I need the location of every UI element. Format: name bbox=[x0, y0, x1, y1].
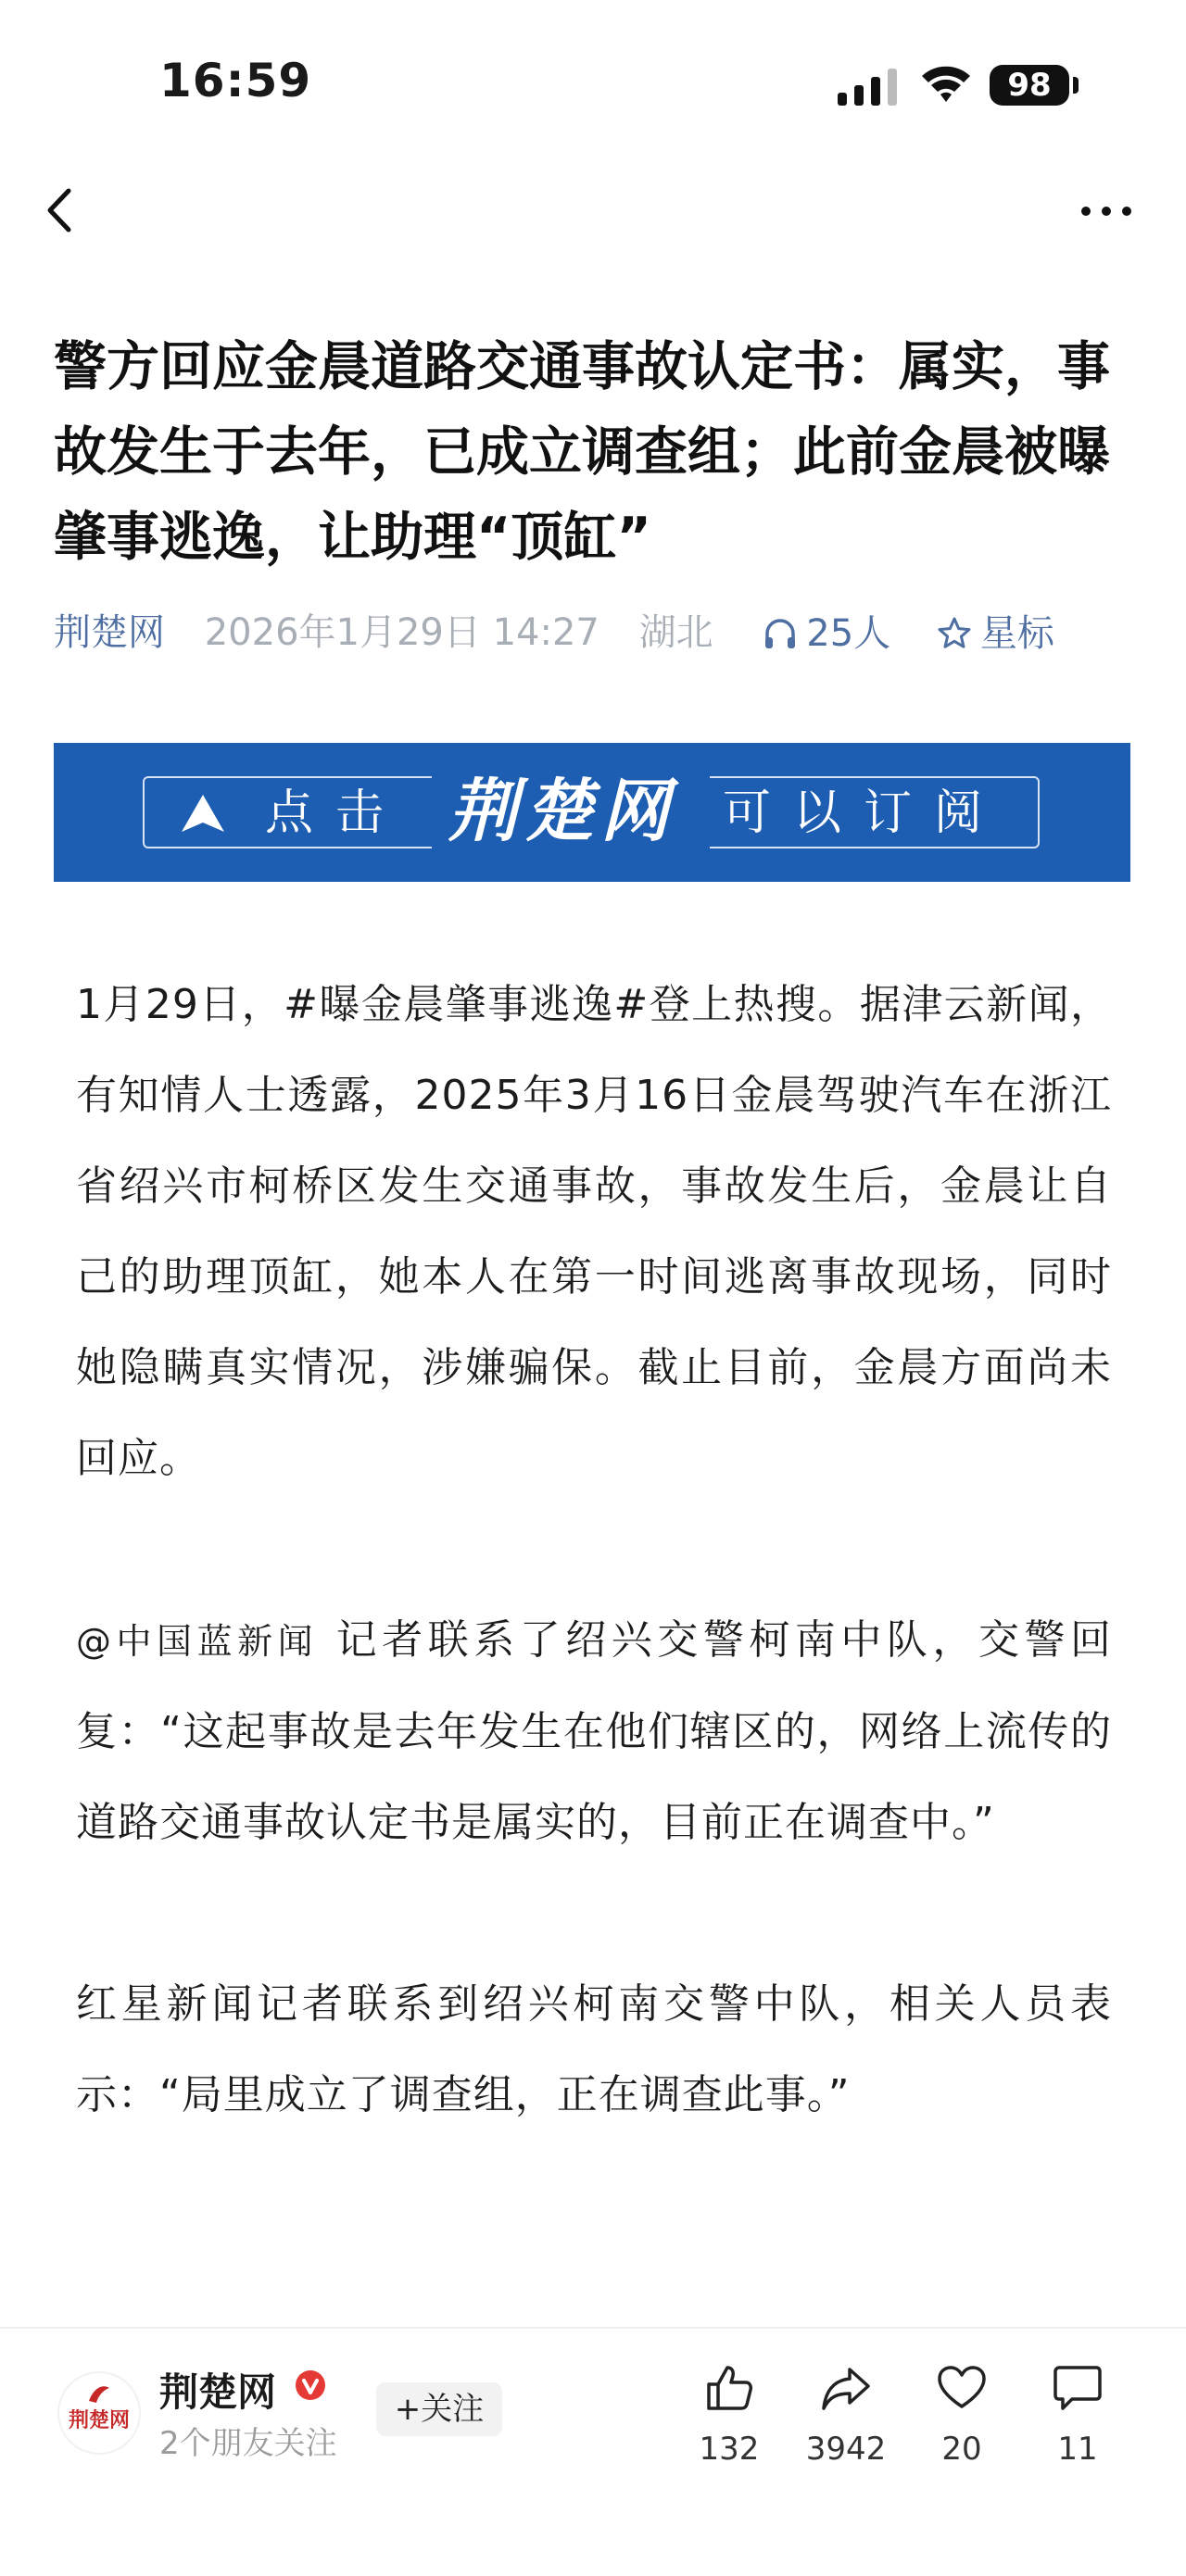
article-meta bbox=[54, 598, 1147, 663]
favorite-count: 20 bbox=[941, 2431, 982, 2468]
pointer-arrow-icon bbox=[180, 793, 226, 834]
banner-logo: 荆楚网 bbox=[448, 772, 676, 851]
article-title: 警方回应金晨道路交通事故认定书：属实，事故发生于去年，已成立调查组；此前金晨被曝肇事逃逸，让助理“顶缸” bbox=[54, 336, 1110, 568]
status-time: 16:59 bbox=[159, 54, 312, 107]
back-button[interactable] bbox=[37, 178, 82, 243]
share-count: 3942 bbox=[805, 2431, 887, 2468]
logo-mark-icon bbox=[87, 2382, 111, 2405]
paragraph-2 bbox=[76, 1595, 1112, 1868]
banner-click-text: 点击 bbox=[265, 785, 407, 841]
subscribe-banner[interactable] bbox=[54, 743, 1130, 882]
star-icon bbox=[936, 615, 973, 652]
follow-button[interactable]: +关注 bbox=[376, 2382, 502, 2436]
battery-indicator: 98 bbox=[990, 65, 1069, 106]
star-label: 星标 bbox=[979, 612, 1054, 655]
publish-date: 2026年1月29日 14:27 bbox=[204, 611, 599, 654]
wifi-icon bbox=[919, 61, 973, 106]
paragraph-3: 红星新闻记者联系到绍兴柯南交警中队，相关人员表示：“局里成立了调查组，正在调查此事。” bbox=[76, 1980, 1112, 2118]
friends-follow-count: 2个朋友关注 bbox=[159, 2425, 337, 2462]
banner-subscribe-text: 可以订阅 bbox=[723, 785, 1005, 841]
status-bar bbox=[0, 0, 1186, 176]
listener-count: 25人 bbox=[806, 612, 891, 655]
comment-button[interactable] bbox=[1027, 2356, 1129, 2477]
thumbs-up-icon bbox=[703, 2362, 755, 2414]
region-label: 湖北 bbox=[638, 611, 713, 654]
listen-button[interactable] bbox=[762, 599, 890, 666]
avatar-logo-text: 荆楚网 bbox=[68, 2409, 130, 2432]
source-link[interactable]: 荆楚网 bbox=[54, 611, 165, 654]
publisher-avatar[interactable] bbox=[57, 2371, 141, 2455]
comment-icon bbox=[1052, 2362, 1104, 2414]
share-icon bbox=[820, 2362, 872, 2414]
banner-frame bbox=[143, 772, 1040, 851]
bottom-action-bar bbox=[0, 2329, 1186, 2576]
article-body bbox=[76, 960, 1112, 2231]
verified-badge-icon bbox=[295, 2369, 326, 2401]
share-button[interactable] bbox=[795, 2356, 897, 2477]
paragraph-1: 1月29日，#曝金晨肇事逃逸#登上热搜。据津云新闻，有知情人士透露，2025年3月16日金晨驾驶汽车在浙江省绍兴市柯桥区发生交通事故，事故发生后，金晨让自己的助理顶缸，她本人在第一时间逃离事故现场，同时她隐瞒真实情况，涉嫌骗保。截止目前，金晨方面尚未回应。 bbox=[76, 981, 1112, 1482]
star-button[interactable] bbox=[936, 599, 1054, 666]
signal-icon bbox=[838, 67, 899, 107]
more-options-button[interactable] bbox=[1077, 185, 1136, 237]
comment-count: 11 bbox=[1057, 2431, 1098, 2468]
battery-tip bbox=[1073, 77, 1079, 94]
like-button[interactable] bbox=[678, 2356, 780, 2477]
paragraph-2-text: 记者联系了绍兴交警柯南中队，交警回复：“这起事故是去年发生在他们辖区的，网络上流传的道路交通事故认定书是属实的，目前正在调查中。” bbox=[76, 1616, 1112, 1846]
mention-link[interactable]: @中国蓝新闻 bbox=[76, 1621, 319, 1662]
publisher-name[interactable]: 荆楚网 bbox=[159, 2369, 277, 2415]
headphones-icon bbox=[762, 615, 799, 652]
like-count: 132 bbox=[699, 2431, 760, 2468]
favorite-button[interactable] bbox=[911, 2356, 1013, 2477]
heart-icon bbox=[936, 2362, 988, 2414]
